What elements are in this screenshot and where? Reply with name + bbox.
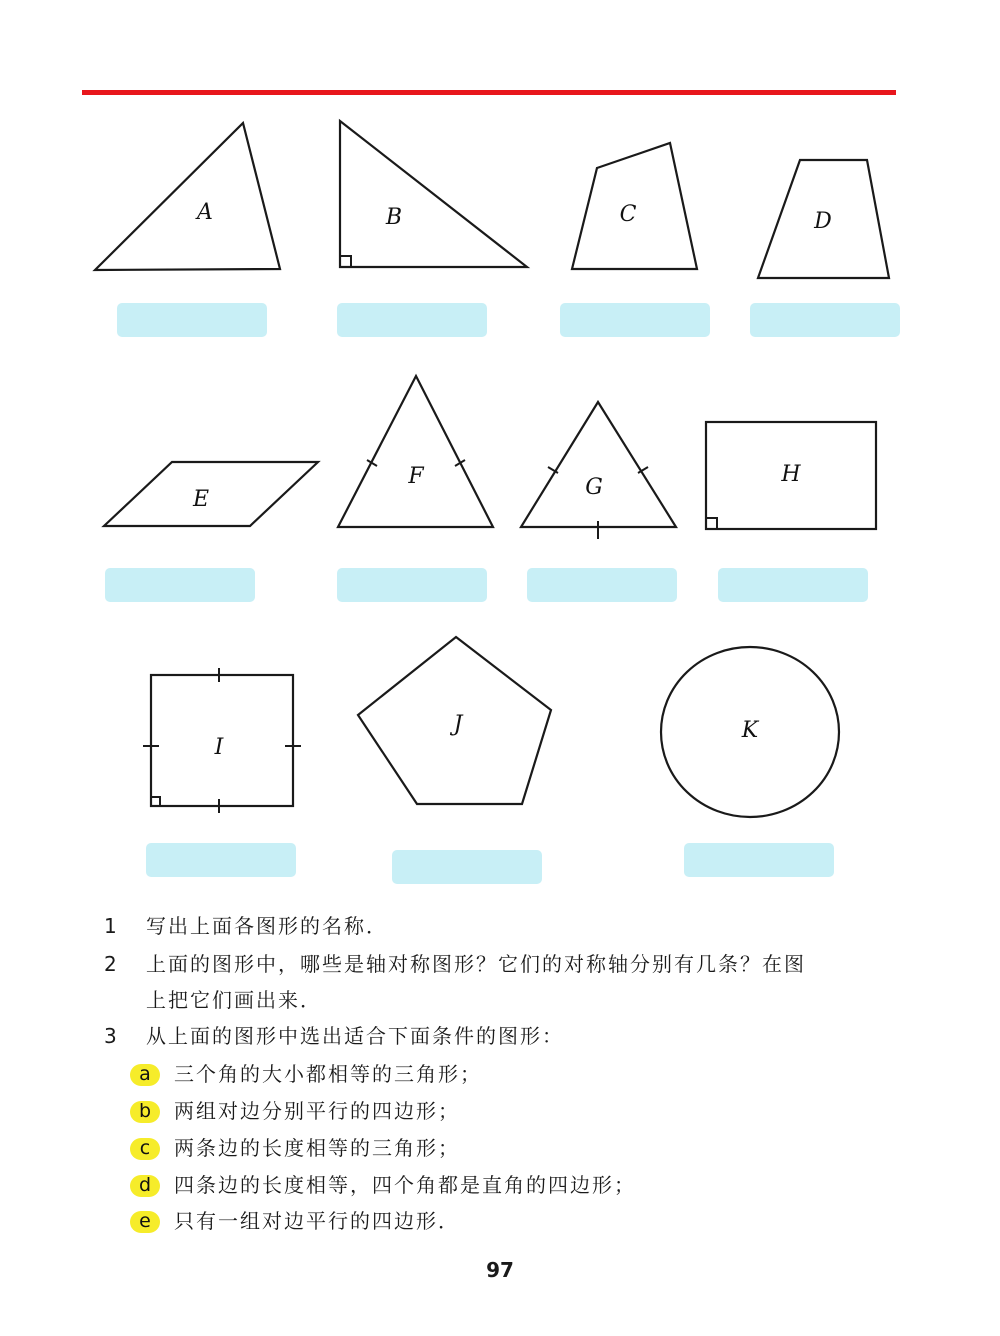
question-text: 上把它们画出来． xyxy=(146,988,322,1012)
shape-i xyxy=(143,668,301,813)
shape-f xyxy=(338,376,493,527)
answer-box-f[interactable] xyxy=(337,568,487,602)
answer-box-c[interactable] xyxy=(560,303,710,337)
condition-text: 两条边的长度相等的三角形； xyxy=(174,1136,460,1160)
shape-b xyxy=(340,121,527,267)
condition-badge: b xyxy=(130,1101,160,1123)
condition-badge: a xyxy=(130,1064,160,1086)
question-number: 3 xyxy=(104,1024,117,1048)
answer-box-a[interactable] xyxy=(117,303,267,337)
shape-c xyxy=(572,143,697,269)
answer-box-d[interactable] xyxy=(750,303,900,337)
condition-text: 两组对边分别平行的四边形； xyxy=(174,1099,460,1123)
shape-j xyxy=(358,637,551,804)
condition-badge: d xyxy=(130,1175,160,1197)
shape-b-label: B xyxy=(385,205,403,230)
answer-box-h[interactable] xyxy=(718,568,868,602)
question-number: 1 xyxy=(104,914,117,938)
shape-g xyxy=(521,402,676,539)
condition-text: 四条边的长度相等，四个角都是直角的四边形； xyxy=(174,1173,636,1197)
shape-e xyxy=(104,462,318,526)
shape-h xyxy=(706,422,876,529)
answer-box-b[interactable] xyxy=(337,303,487,337)
condition-text: 三个角的大小都相等的三角形； xyxy=(174,1062,482,1086)
condition-badge: c xyxy=(130,1138,160,1160)
answer-box-j[interactable] xyxy=(392,850,542,884)
answer-box-e[interactable] xyxy=(105,568,255,602)
condition-badge: e xyxy=(130,1211,160,1233)
shape-i-label: I xyxy=(214,735,224,760)
shape-k xyxy=(661,647,839,817)
question-text: 写出上面各图形的名称． xyxy=(146,914,388,938)
condition-text: 只有一组对边平行的四边形． xyxy=(174,1209,460,1233)
shape-k-label: K xyxy=(741,718,759,743)
answer-box-g[interactable] xyxy=(527,568,677,602)
question-text: 从上面的图形中选出适合下面条件的图形： xyxy=(146,1024,564,1048)
shape-e-label: E xyxy=(192,487,210,512)
shape-j-label: J xyxy=(453,712,463,737)
question-number: 2 xyxy=(104,952,117,976)
shape-d xyxy=(758,160,889,278)
shape-a xyxy=(95,123,280,270)
shape-a-label: A xyxy=(197,200,213,225)
right-angle-mark xyxy=(706,518,717,529)
answer-box-i[interactable] xyxy=(146,843,296,877)
shape-c-label: C xyxy=(619,202,637,227)
right-angle-mark xyxy=(340,256,351,267)
shape-h-label: H xyxy=(781,462,801,487)
shape-g-label: G xyxy=(585,475,603,500)
page-number: 97 xyxy=(486,1258,514,1282)
answer-box-k[interactable] xyxy=(684,843,834,877)
shape-d-label: D xyxy=(814,209,832,234)
question-text: 上面的图形中，哪些是轴对称图形？它们的对称轴分别有几条？在图 xyxy=(146,952,806,976)
right-angle-mark xyxy=(151,797,160,806)
shape-f-label: F xyxy=(408,464,424,489)
